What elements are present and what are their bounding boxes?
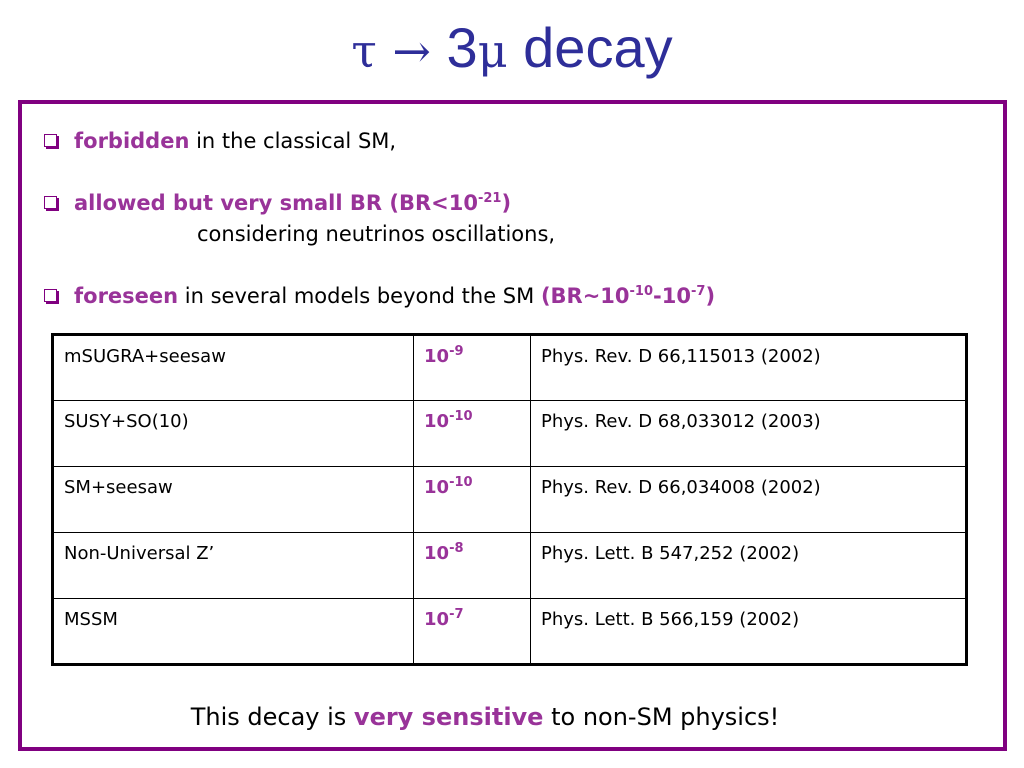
br-base: 10 (424, 346, 450, 367)
reference-cell: Phys. Lett. B 566,159 (2002) (531, 599, 967, 665)
br-exponent: -10 (449, 409, 473, 424)
bullet-text: in the classical SM, (189, 129, 397, 153)
footer-before: This decay is (190, 703, 354, 731)
bullet-highlight: foreseen (74, 284, 179, 308)
br-exponent-high: -7 (690, 284, 706, 299)
title-tau: τ (351, 24, 377, 78)
square-bullet-icon (44, 134, 57, 147)
bullet-highlight-end: ) (501, 191, 512, 215)
title-mu: μ (477, 24, 508, 78)
table-row (53, 533, 967, 599)
br-range (541, 284, 715, 308)
br-close: ) (705, 284, 716, 308)
br-base: 10 (424, 411, 450, 432)
bullet-highlight (74, 191, 511, 215)
table-row (53, 599, 967, 665)
bullet-forbidden (44, 127, 396, 155)
br-value (424, 346, 464, 367)
br-base: 10 (424, 543, 450, 564)
title-three: 3 (446, 16, 478, 79)
br-open: (BR~10 (540, 284, 630, 308)
title-arrow: → (392, 24, 431, 78)
br-exponent: -10 (449, 475, 473, 490)
model-cell: SUSY+SO(10) (53, 401, 414, 467)
model-cell: MSSM (53, 599, 414, 665)
br-exponent: -9 (449, 344, 464, 359)
model-cell: mSUGRA+seesaw (53, 335, 414, 401)
model-cell: SM+seesaw (53, 467, 414, 533)
br-base: 10 (424, 609, 450, 630)
title-word: decay (523, 16, 673, 79)
bullet-exponent: -21 (477, 191, 502, 206)
reference-cell: Phys. Lett. B 547,252 (2002) (531, 533, 967, 599)
square-bullet-icon (44, 196, 57, 209)
table-row (53, 401, 967, 467)
br-base: 10 (424, 477, 450, 498)
footer-after: to non-SM physics! (543, 703, 780, 731)
br-exponent: -8 (449, 541, 464, 556)
reference-cell: Phys. Rev. D 66,034008 (2002) (531, 467, 967, 533)
bullet-highlight: forbidden (74, 129, 190, 153)
table-row (53, 467, 967, 533)
bullet-allowed (44, 189, 511, 217)
br-cell (414, 401, 531, 467)
br-cell (414, 335, 531, 401)
bullet-continuation: considering neutrinos oscillations, (197, 222, 556, 246)
bullet-text: in several models beyond the SM (178, 284, 541, 308)
br-exponent-low: -10 (629, 284, 654, 299)
reference-cell: Phys. Rev. D 68,033012 (2003) (531, 401, 967, 467)
br-value (424, 543, 464, 564)
square-bullet-icon (44, 289, 57, 302)
bullet-highlight-text: allowed but very small BR (BR<10 (74, 191, 478, 215)
br-value (424, 477, 473, 498)
footer-statement (0, 701, 970, 733)
table-row (53, 335, 967, 401)
br-value (424, 609, 464, 630)
br-cell (414, 599, 531, 665)
br-cell (414, 533, 531, 599)
reference-cell: Phys. Rev. D 66,115013 (2002) (531, 335, 967, 401)
br-cell (414, 467, 531, 533)
models-table (51, 333, 968, 666)
model-cell: Non-Universal Z’ (53, 533, 414, 599)
bullet-foreseen (44, 282, 715, 310)
br-mid: -10 (653, 284, 691, 308)
footer-highlight: very sensitive (353, 703, 544, 731)
slide-title (0, 14, 1024, 85)
br-value (424, 411, 473, 432)
br-exponent: -7 (449, 607, 464, 622)
